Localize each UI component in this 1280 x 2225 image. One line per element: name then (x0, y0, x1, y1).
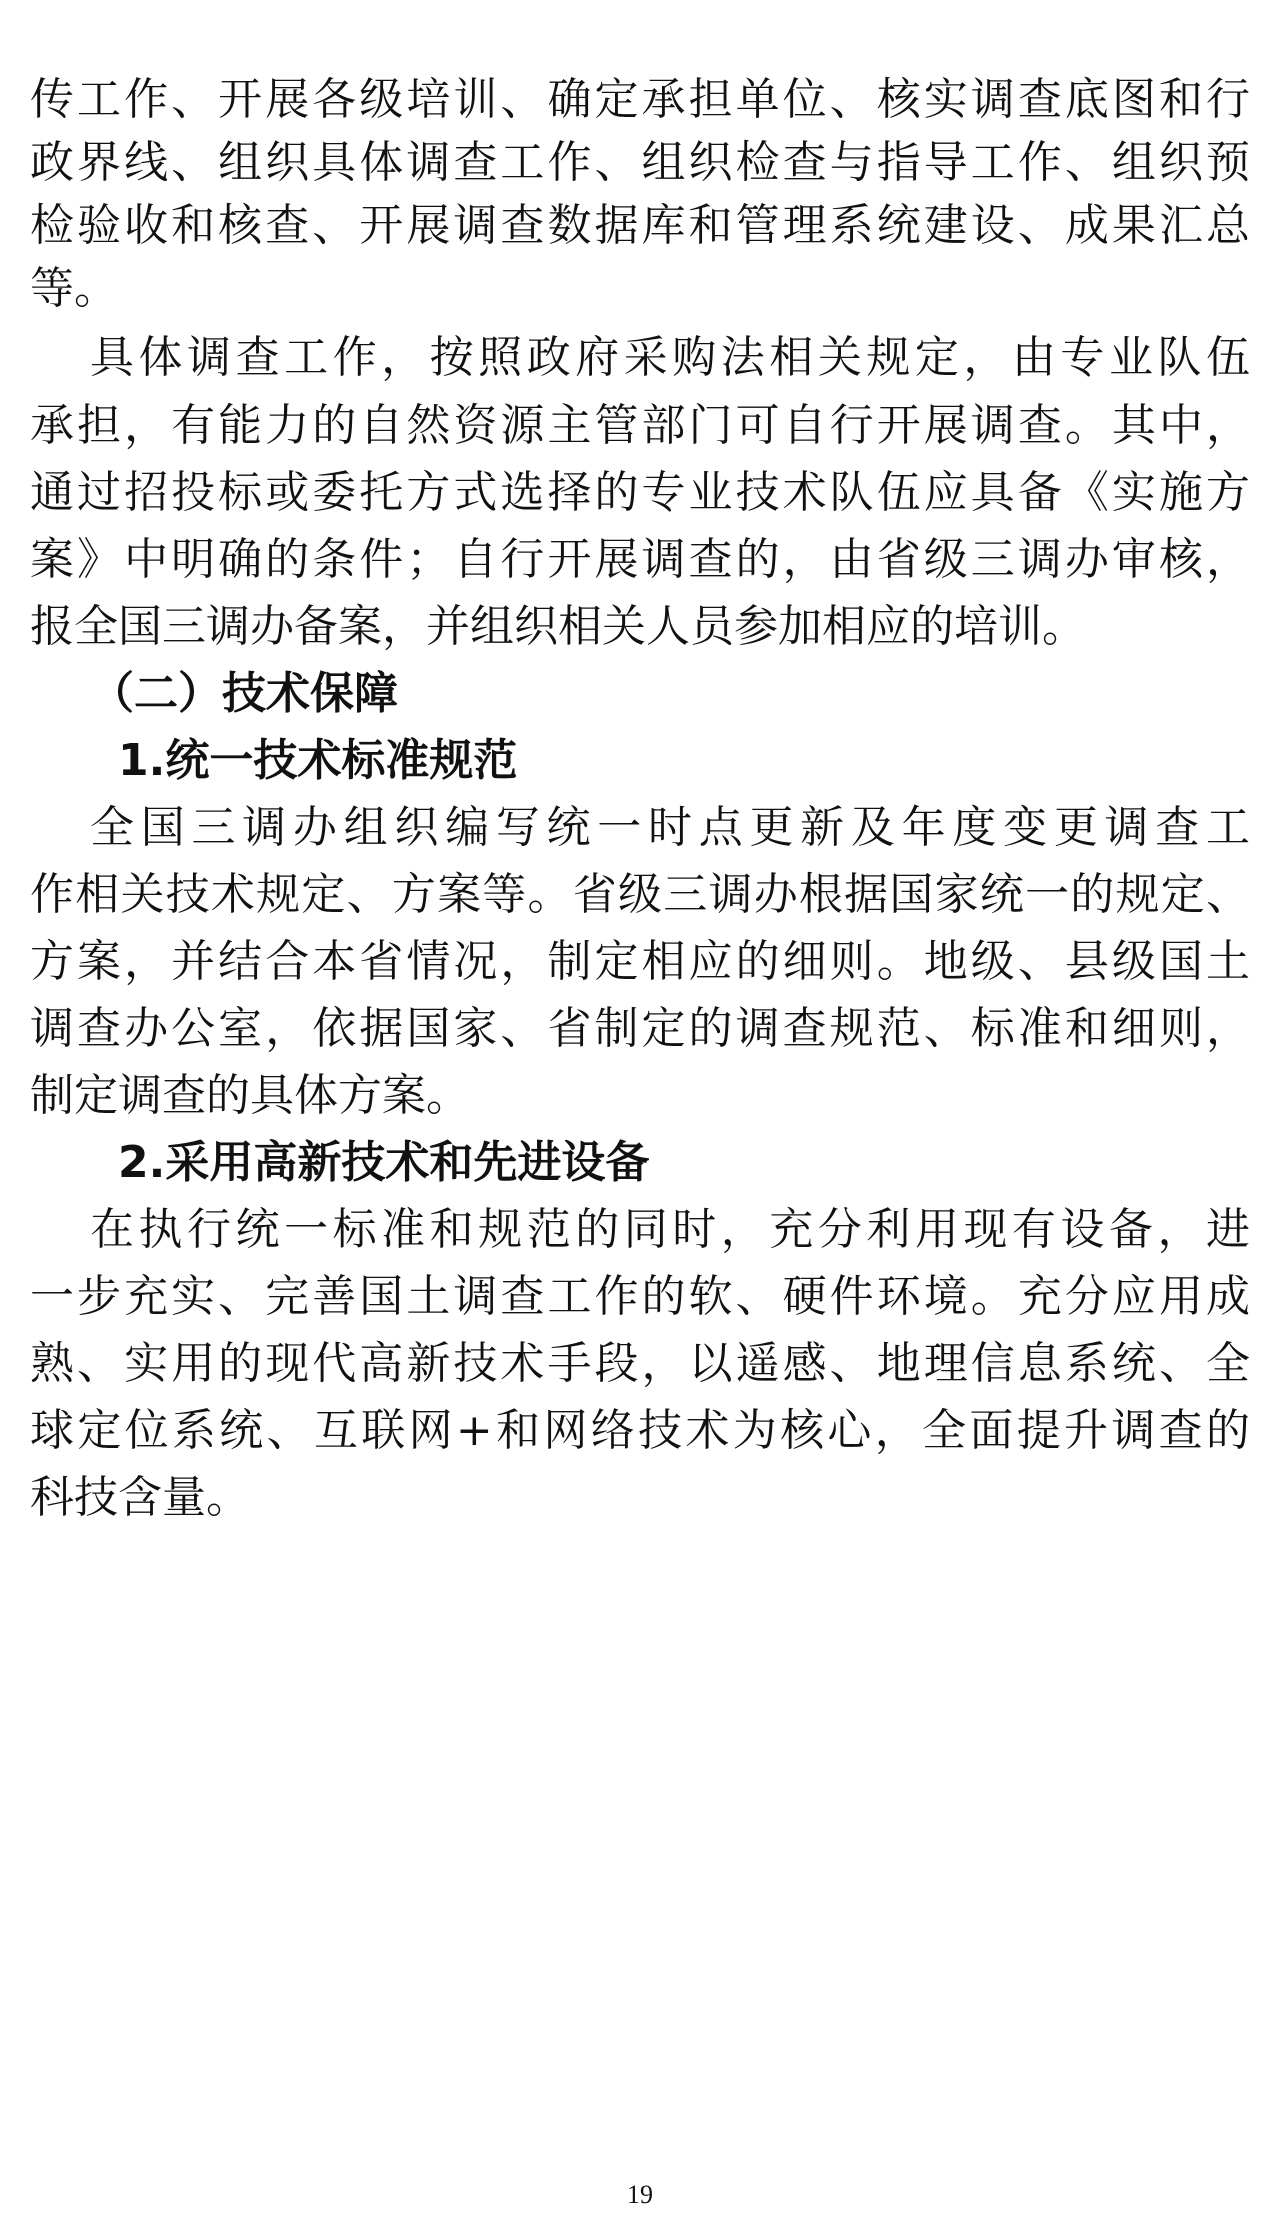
text-line: 一步充实、完善国土调查工作的软、硬件环境。充分应用成 (30, 1271, 1250, 1322)
paragraph-first-line: 全国三调办组织编写统一时点更新及年度变更调查工 (90, 802, 1250, 853)
text-line: 报全国三调办备案，并组织相关人员参加相应的培训。 (30, 601, 1086, 652)
page-number: 19 (627, 2180, 653, 2209)
paragraph-first-line: 具体调查工作，按照政府采购法相关规定，由专业队伍 (90, 332, 1250, 383)
text-line: 制定调查的具体方案。 (30, 1070, 470, 1121)
text-line: 等。 (30, 263, 118, 314)
paragraph-first-line: 在执行统一标准和规范的同时，充分利用现有设备，进 (90, 1204, 1250, 1255)
text-line: 承担，有能力的自然资源主管部门可自行开展调查。其中， (30, 400, 1250, 451)
subsection-heading: 2.采用高新技术和先进设备 (118, 1137, 650, 1188)
text-line: 传工作、开展各级培训、确定承担单位、核实调查底图和行 (30, 74, 1250, 125)
section-heading: （二）技术保障 (90, 668, 398, 719)
text-line: 方案，并结合本省情况，制定相应的细则。地级、县级国土 (30, 936, 1250, 987)
text-line: 通过招投标或委托方式选择的专业技术队伍应具备《实施方 (30, 467, 1250, 518)
text-line: 球定位系统、互联网+和网络技术为核心，全面提升调查的 (30, 1405, 1250, 1456)
text-line: 调查办公室，依据国家、省制定的调查规范、标准和细则， (30, 1003, 1250, 1054)
text-line: 熟、实用的现代高新技术手段，以遥感、地理信息系统、全 (30, 1338, 1250, 1389)
text-line: 案》中明确的条件；自行开展调查的，由省级三调办审核， (30, 534, 1250, 585)
text-line: 作相关技术规定、方案等。省级三调办根据国家统一的规定、 (30, 869, 1250, 920)
subsection-heading: 1.统一技术标准规范 (118, 735, 518, 786)
text-line: 检验收和核查、开展调查数据库和管理系统建设、成果汇总 (30, 200, 1250, 251)
text-line: 政界线、组织具体调查工作、组织检查与指导工作、组织预 (30, 137, 1250, 188)
text-line: 科技含量。 (30, 1472, 250, 1523)
